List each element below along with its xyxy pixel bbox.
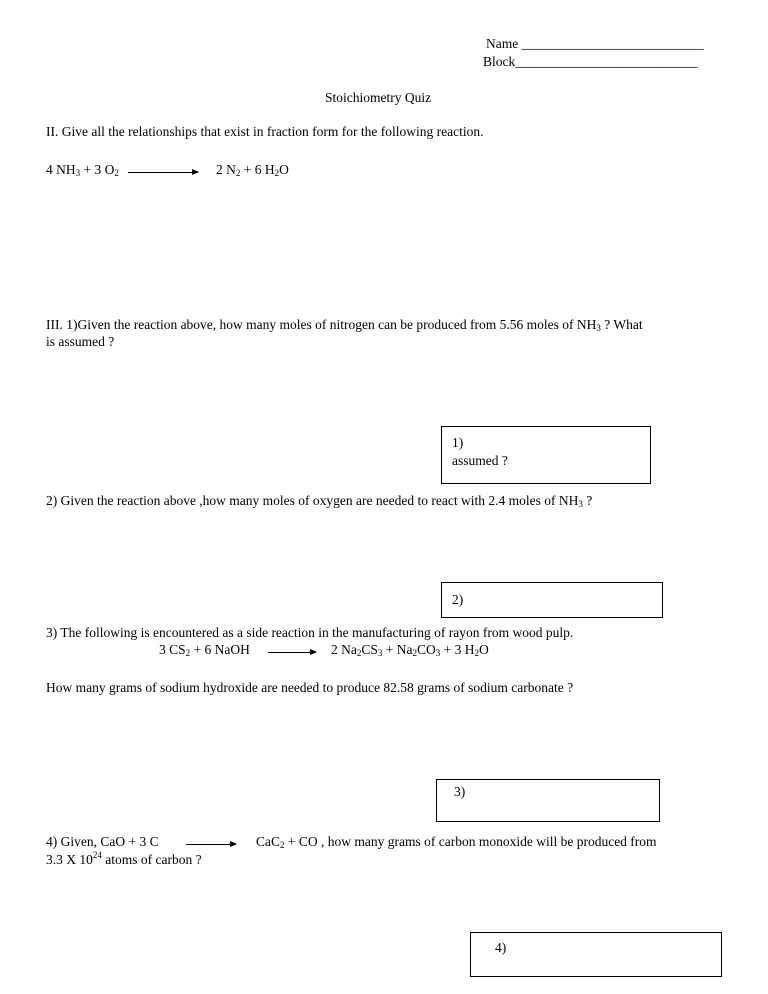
reaction-arrow-icon	[268, 652, 316, 653]
answer-box-1-assumed-label: assumed ?	[452, 453, 508, 468]
answer-box-1[interactable]	[441, 426, 651, 484]
answer-box-3-label: 3)	[454, 784, 466, 799]
question-4-text-continued: 3.3 X $10^{24}$ atoms of carbon ?	[46, 850, 202, 867]
reaction-3-products: 2 $Na_2CS_3 + Na_2CO_3 + 3$ $H_2O$	[331, 642, 489, 658]
reaction-arrow-icon	[128, 172, 198, 173]
reaction-arrow-icon	[186, 844, 236, 845]
reaction-3-reactants: 3 $CS_2 + 6$ NaOH	[159, 642, 250, 658]
question-4-reactants: 4) Given, CaO + 3 C	[46, 834, 159, 849]
answer-box-2-label: 2)	[452, 592, 464, 607]
answer-box-1-label: 1)	[452, 435, 464, 450]
answer-box-2[interactable]	[441, 582, 663, 618]
page-title: Stoichiometry Quiz	[325, 90, 432, 105]
answer-box-4[interactable]	[470, 932, 722, 977]
question-1-text-continued: is assumed ?	[46, 334, 115, 349]
question-3-text: How many grams of sodium hydroxide are needed to produce 82.58 grams of sodium carbonate ?	[46, 680, 574, 695]
reaction-1-products: 2 $N_2 + 6$ $H_2O$	[216, 162, 289, 178]
answer-box-4-label: 4)	[495, 940, 507, 955]
answer-box-3[interactable]	[436, 779, 660, 822]
section-2-instruction: II. Give all the relationships that exist in fraction form for the following reaction.	[46, 124, 484, 139]
question-4-text: CaC$_2$ + CO , how many grams of carbon monoxide will be produced from	[256, 834, 657, 850]
question-3-intro: 3) The following is encountered as a side reaction in the manufacturing of rayon from wood pulp.	[46, 625, 574, 640]
block-field-label: Block___________________________	[483, 54, 698, 69]
question-1-text: III. 1)Given the reaction above, how many moles of nitrogen can be produced from 5.56 moles of $NH_3$ ? What	[46, 317, 643, 333]
question-2-text: 2) Given the reaction above ,how many moles of oxygen are needed to react with 2.4 moles of $NH_3$ ?	[46, 493, 593, 509]
name-field-label: Name ___________________________	[486, 36, 704, 51]
reaction-1-reactants: 4 $NH_3 + 3$ $O_2$	[46, 162, 119, 178]
